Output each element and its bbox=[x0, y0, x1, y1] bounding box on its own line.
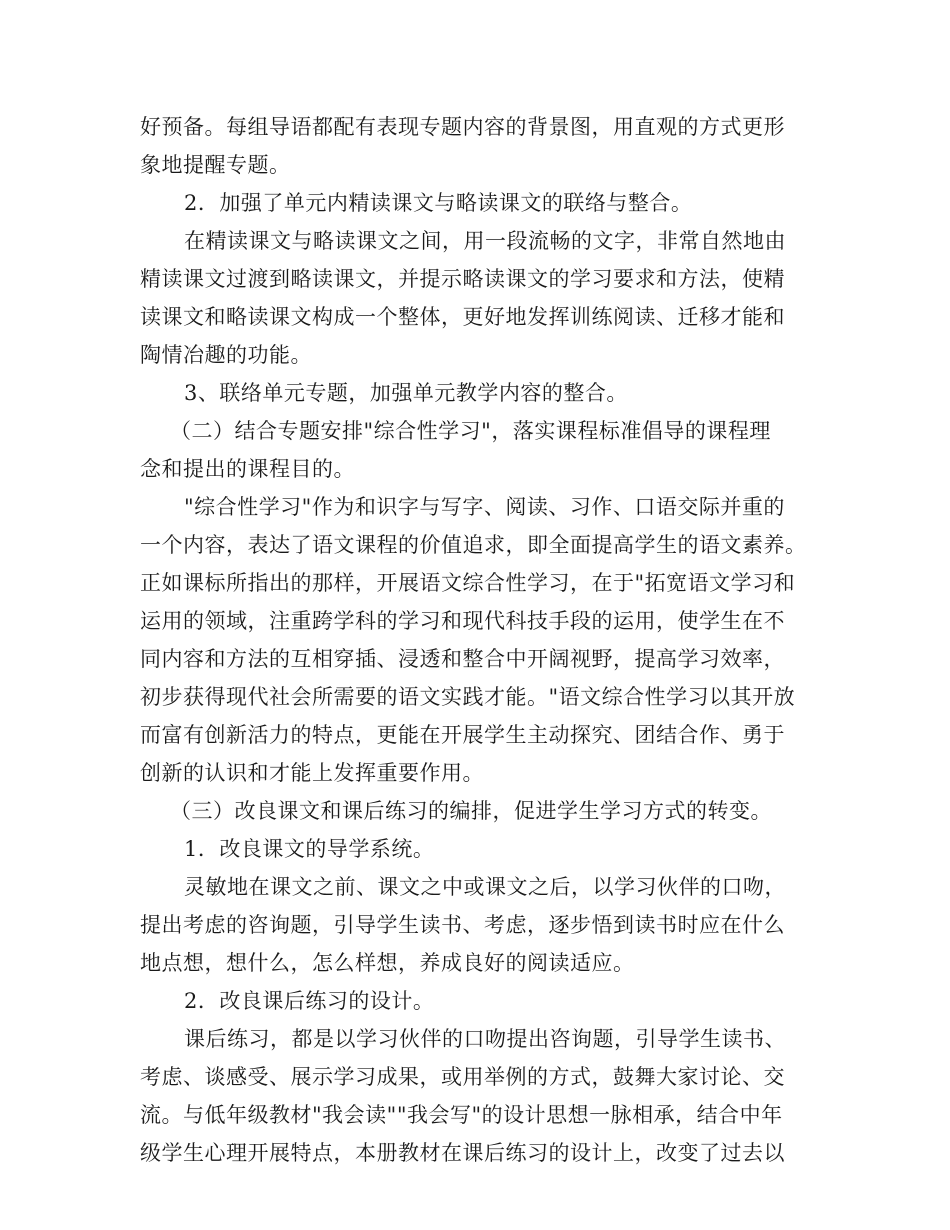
text-line: 2．改良课后练习的设计。 bbox=[184, 989, 435, 1013]
text-line: 同内容和方法的互相穿插、浸透和整合中开阔视野，提高学习效率， bbox=[140, 647, 785, 671]
text-line: 而富有创新活力的特点，更能在开展学生主动探究、团结合作、勇于 bbox=[140, 723, 785, 747]
text-line: （二）结合专题安排"综合性学习"，落实课程标准倡导的课程理 bbox=[170, 419, 771, 443]
text-line: 正如课标所指出的那样，开展语文综合性学习，在于"拓宽语文学习和 bbox=[140, 571, 796, 595]
text-line: 流。与低年级教材"我会读""我会写"的设计思想一脉相承，结合中年 bbox=[140, 1103, 783, 1127]
text-line: 读课文和略读课文构成一个整体，更好地发挥训练阅读、迁移才能和 bbox=[140, 305, 785, 329]
text-line: 好预备。每组导语都配有表现专题内容的背景图，用直观的方式更形 bbox=[140, 115, 785, 139]
text-line: 创新的认识和才能上发挥重要作用。 bbox=[140, 761, 484, 785]
text-line: 念和提出的课程目的。 bbox=[140, 457, 355, 481]
document-body bbox=[140, 108, 820, 1172]
text-line: 考虑、谈感受、展示学习成果，或用举例的方式，鼓舞大家讨论、交 bbox=[140, 1065, 785, 1089]
text-line: 初步获得现代社会所需要的语文实践才能。"语文综合性学习以其开放 bbox=[140, 685, 796, 709]
text-line: 1．改良课文的导学系统。 bbox=[184, 837, 435, 861]
text-line: 课后练习，都是以学习伙伴的口吻提出咨询题，引导学生读书、 bbox=[184, 1027, 786, 1051]
text-line: 3、联络单元专题，加强单元教学内容的整合。 bbox=[184, 381, 628, 405]
text-line: （三）改良课文和课后练习的编排，促进学生学习方式的转变。 bbox=[170, 799, 772, 823]
text-line: 级学生心理开展特点，本册教材在课后练习的设计上，改变了过去以 bbox=[140, 1141, 785, 1165]
text-line: 地点想，想什么，怎么样想，养成良好的阅读适应。 bbox=[140, 951, 635, 975]
text-line: 陶情冶趣的功能。 bbox=[140, 343, 312, 367]
text-line: 灵敏地在课文之前、课文之中或课文之后，以学习伙伴的口吻， bbox=[184, 875, 786, 899]
text-line: 在精读课文与略读课文之间，用一段流畅的文字，非常自然地由 bbox=[184, 229, 786, 253]
text-line: 运用的领域，注重跨学科的学习和现代科技手段的运用，使学生在不 bbox=[140, 609, 785, 633]
text-line: 一个内容，表达了语文课程的价值追求，即全面提高学生的语文素养。 bbox=[140, 533, 807, 557]
text-line: 提出考虑的咨询题，引导学生读书、考虑，逐步悟到读书时应在什么 bbox=[140, 913, 785, 937]
text-line: 精读课文过渡到略读课文，并提示略读课文的学习要求和方法，使精 bbox=[140, 267, 785, 291]
text-line: "综合性学习"作为和识字与写字、阅读、习作、口语交际并重的 bbox=[184, 495, 785, 519]
text-line: 2．加强了单元内精读课文与略读课文的联络与整合。 bbox=[184, 191, 693, 215]
text-line: 象地提醒专题。 bbox=[140, 153, 291, 177]
